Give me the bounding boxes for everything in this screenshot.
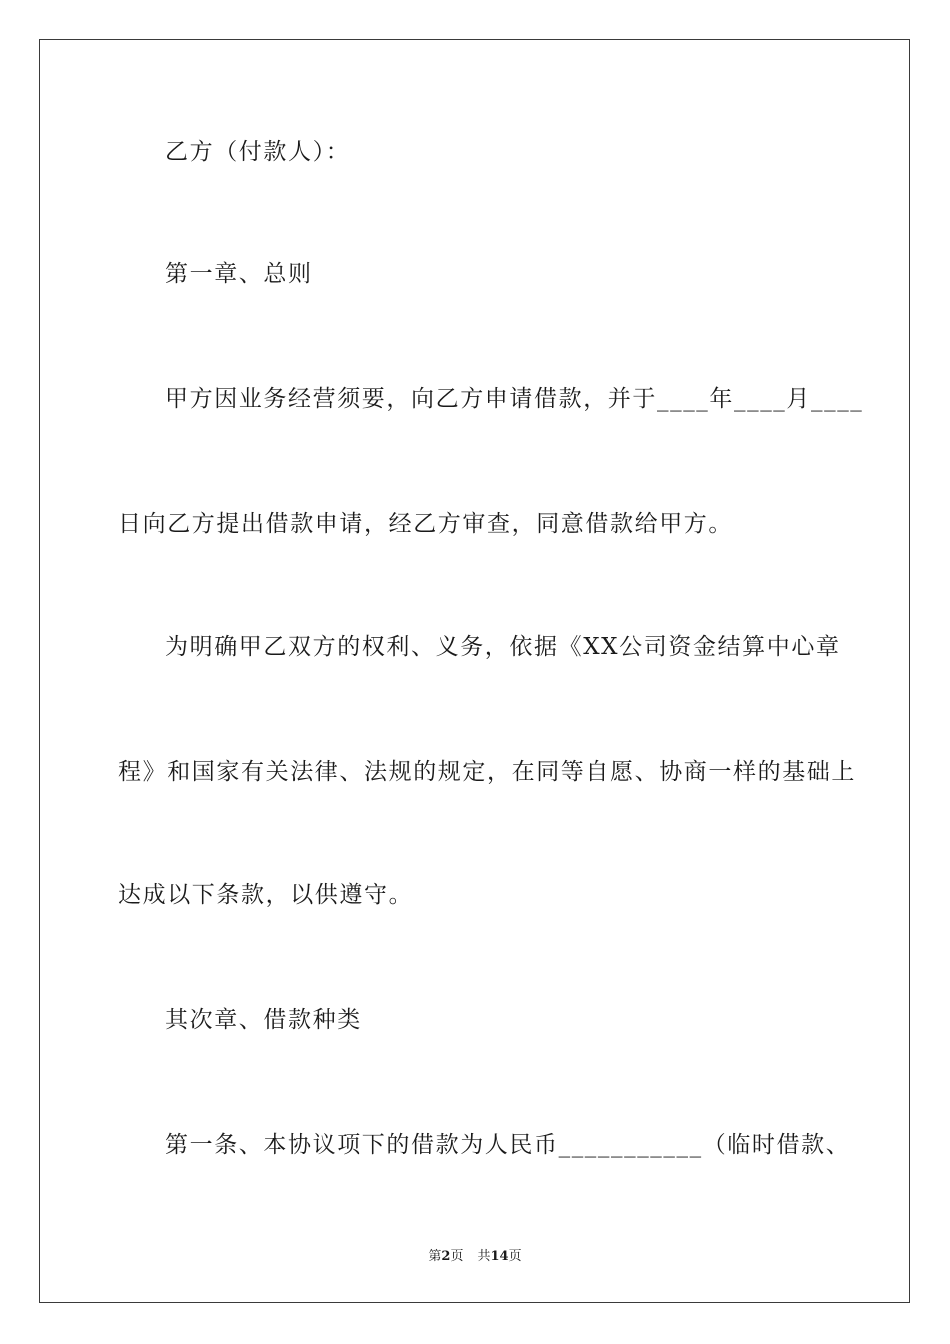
footer-total-pages: 14 [490,1249,509,1264]
chapter-one-heading: 第一章、总则 [165,261,313,287]
paragraph-line: 甲方因业务经营须要，向乙方申请借款，并于____年____月____ [165,386,864,412]
party-b-label: 乙方（付款人）： [165,139,351,165]
paragraph-line: 达成以下条款，以供遵守。 [118,882,414,908]
footer-page-prefix: 第 [428,1249,442,1264]
paragraph-line: 日向乙方提出借款申请，经乙方审查，同意借款给甲方。 [118,511,733,537]
paragraph-line: 第一条、本协议项下的借款为人民币___________（临时借款、 [165,1132,851,1158]
footer-total-suffix: 页 [508,1249,522,1264]
footer-total-prefix: 共 [477,1249,491,1264]
footer-page-number: 2 [441,1249,451,1264]
paragraph-line: 为明确甲乙双方的权利、义务，依据《XX公司资金结算中心章 [165,634,841,660]
footer-page-suffix: 页 [450,1249,464,1264]
page-frame [39,39,910,1303]
chapter-two-heading: 其次章、借款种类 [165,1007,362,1033]
page-footer [0,1248,950,1266]
paragraph-line: 程》和国家有关法律、法规的规定，在同等自愿、协商一样的基础上 [118,759,856,785]
